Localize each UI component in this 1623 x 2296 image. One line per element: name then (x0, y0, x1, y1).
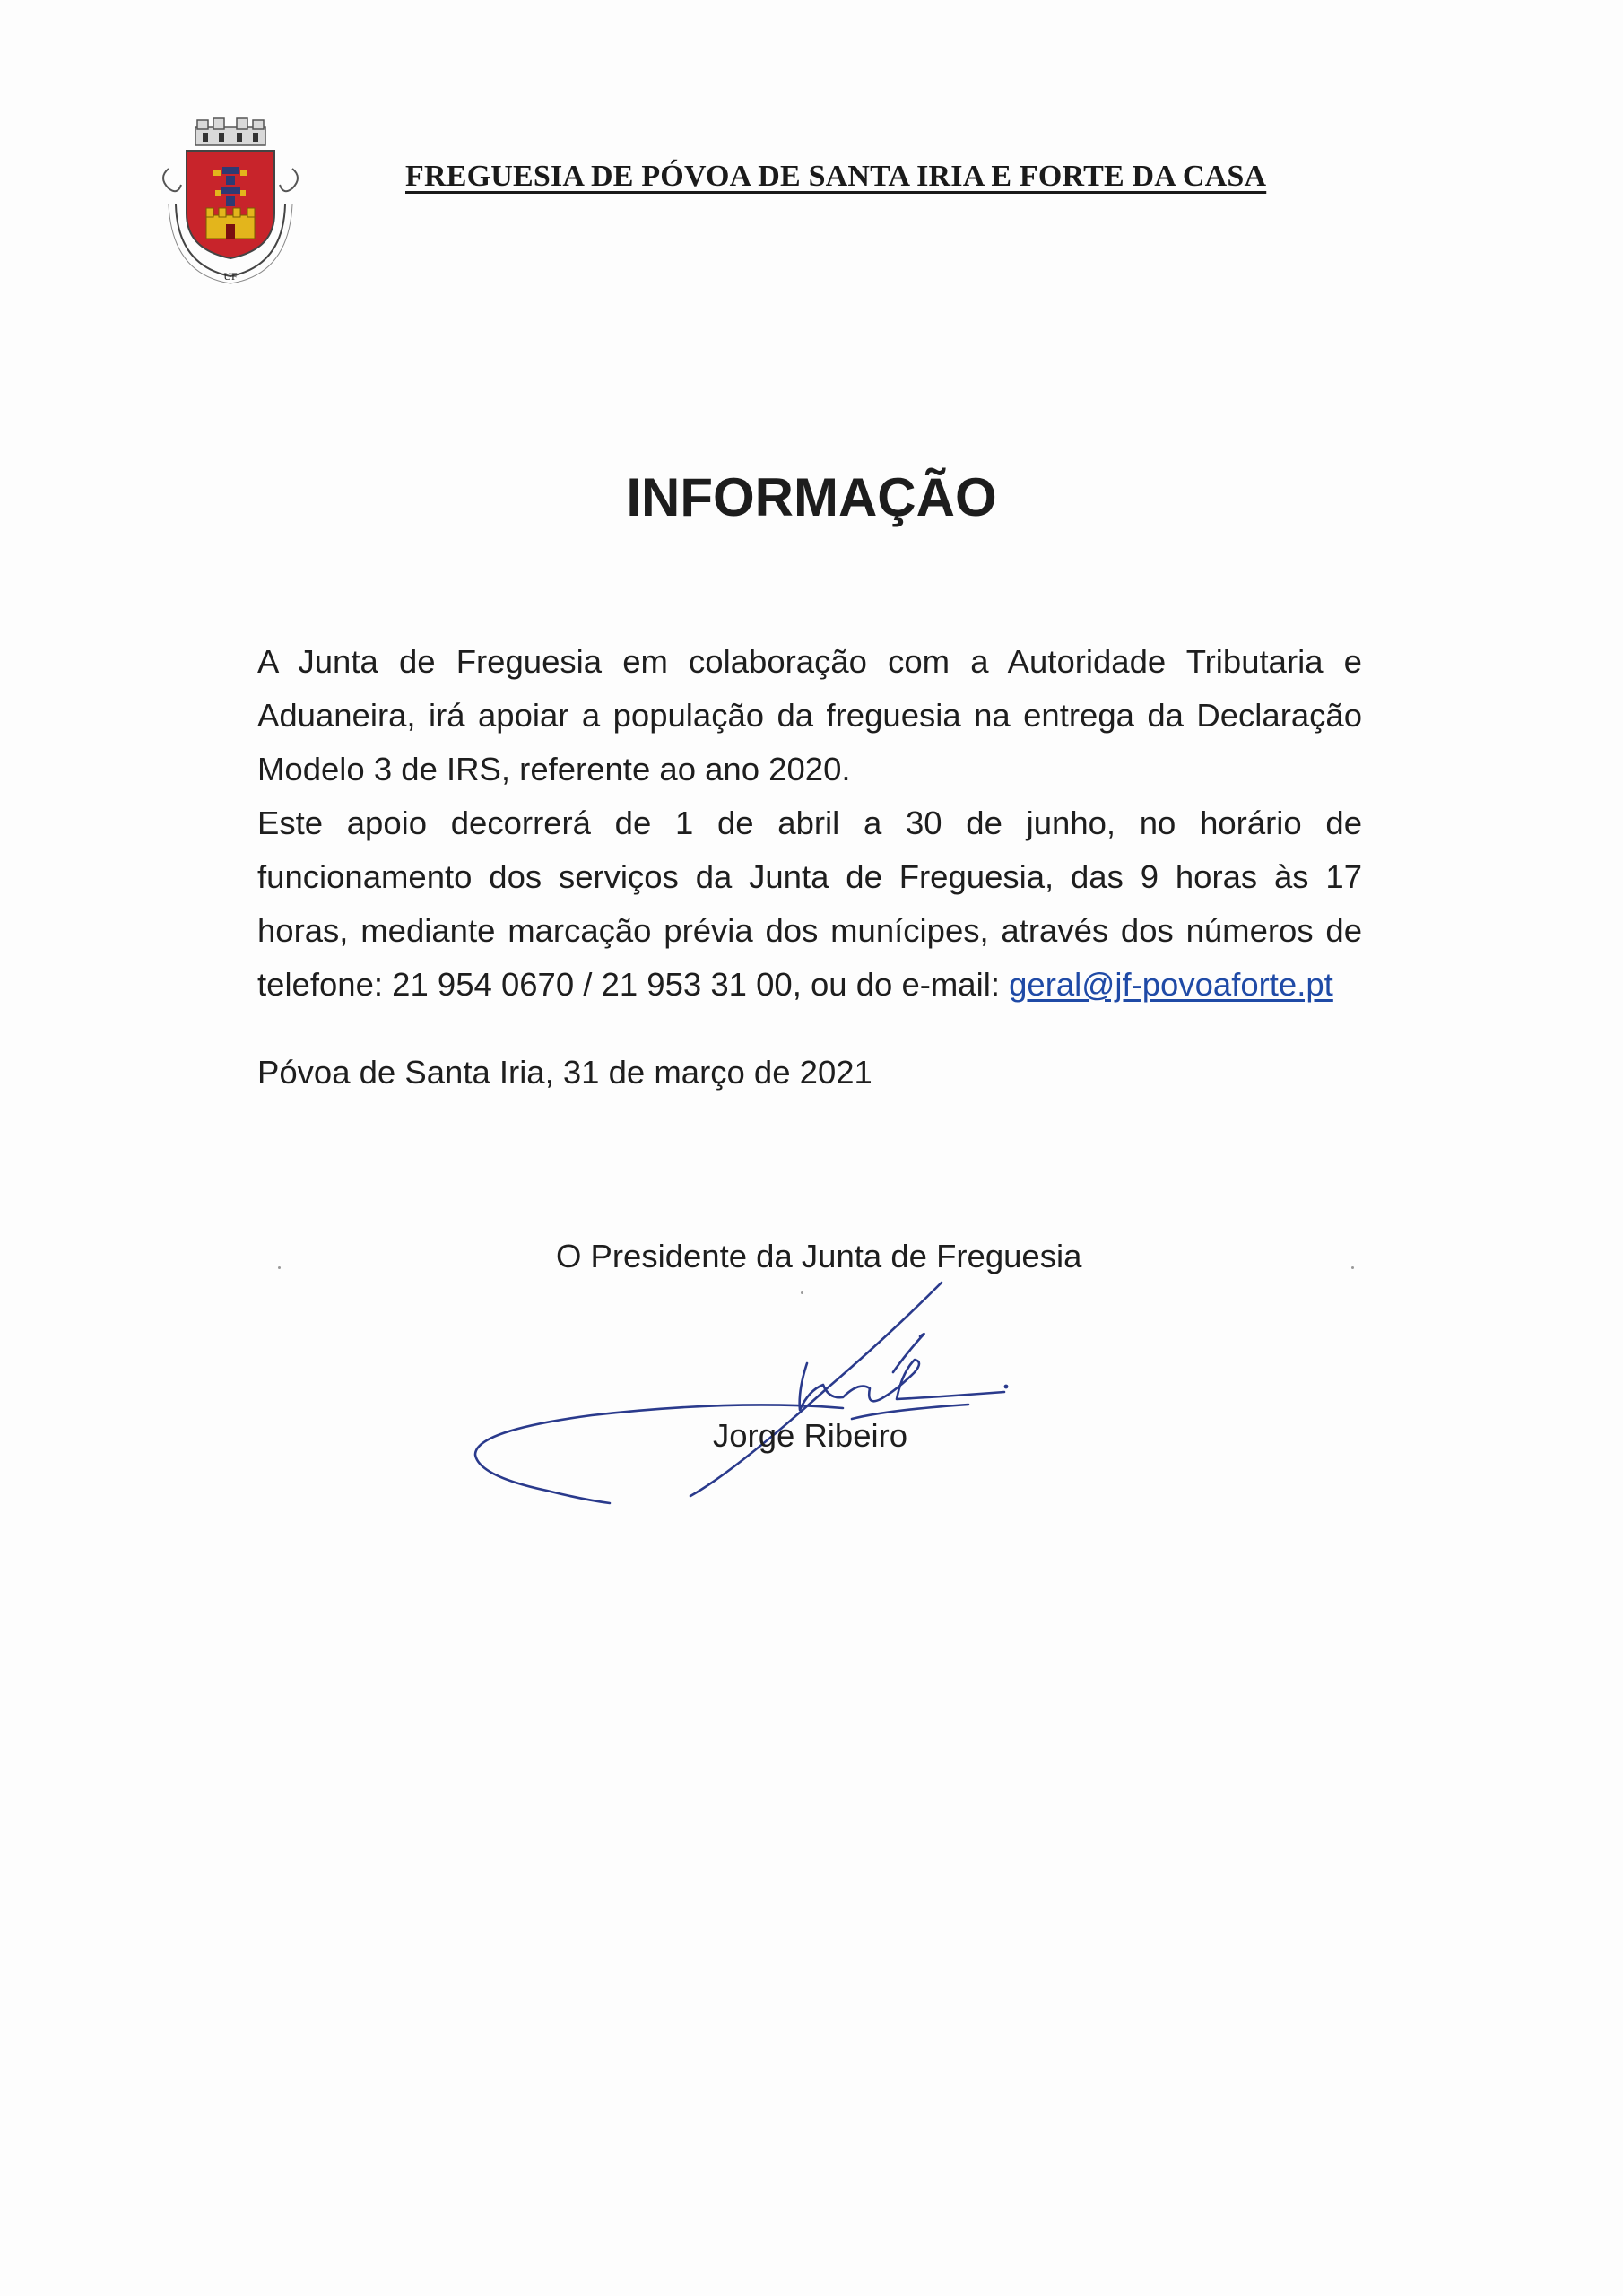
place-date-line: Póvoa de Santa Iria, 31 de março de 2021 (257, 1054, 872, 1091)
svg-text:UF: UF (223, 270, 238, 283)
email-link[interactable]: geral@jf-povoaforte.pt (1009, 966, 1333, 1003)
document-title: INFORMAÇÃO (626, 467, 997, 527)
organization-header: FREGUESIA DE PÓVOA DE SANTA IRIA E FORTE DA CASA (405, 160, 1267, 193)
signatory-role: O Presidente da Junta de Freguesia (556, 1238, 1082, 1274)
paragraph-1: A Junta de Freguesia em colaboração com a Autoridade Tributaria e Aduaneira, irá apoiar a população da freguesia na entrega da Declaração Modelo 3 de IRS, referente ao ano 2020. (257, 643, 1362, 787)
coat-of-arms-logo (151, 115, 310, 285)
handwritten-signature (466, 1256, 1022, 1534)
signatory-name: Jorge Ribeiro (713, 1417, 908, 1454)
paragraph-2 (257, 796, 1362, 1012)
paragraph-2-text: Este apoio decorrerá de 1 de abril a 30 de junho, no horário de funcionamento dos serviços da Junta de Freguesia, das 9 horas às 17 horas, mediante marcação prévia dos munícipes, através dos números de telefone: 21 954 0670 / 21 953 31 00, ou do e-mail: (257, 804, 1362, 1003)
document-body (257, 635, 1362, 1012)
